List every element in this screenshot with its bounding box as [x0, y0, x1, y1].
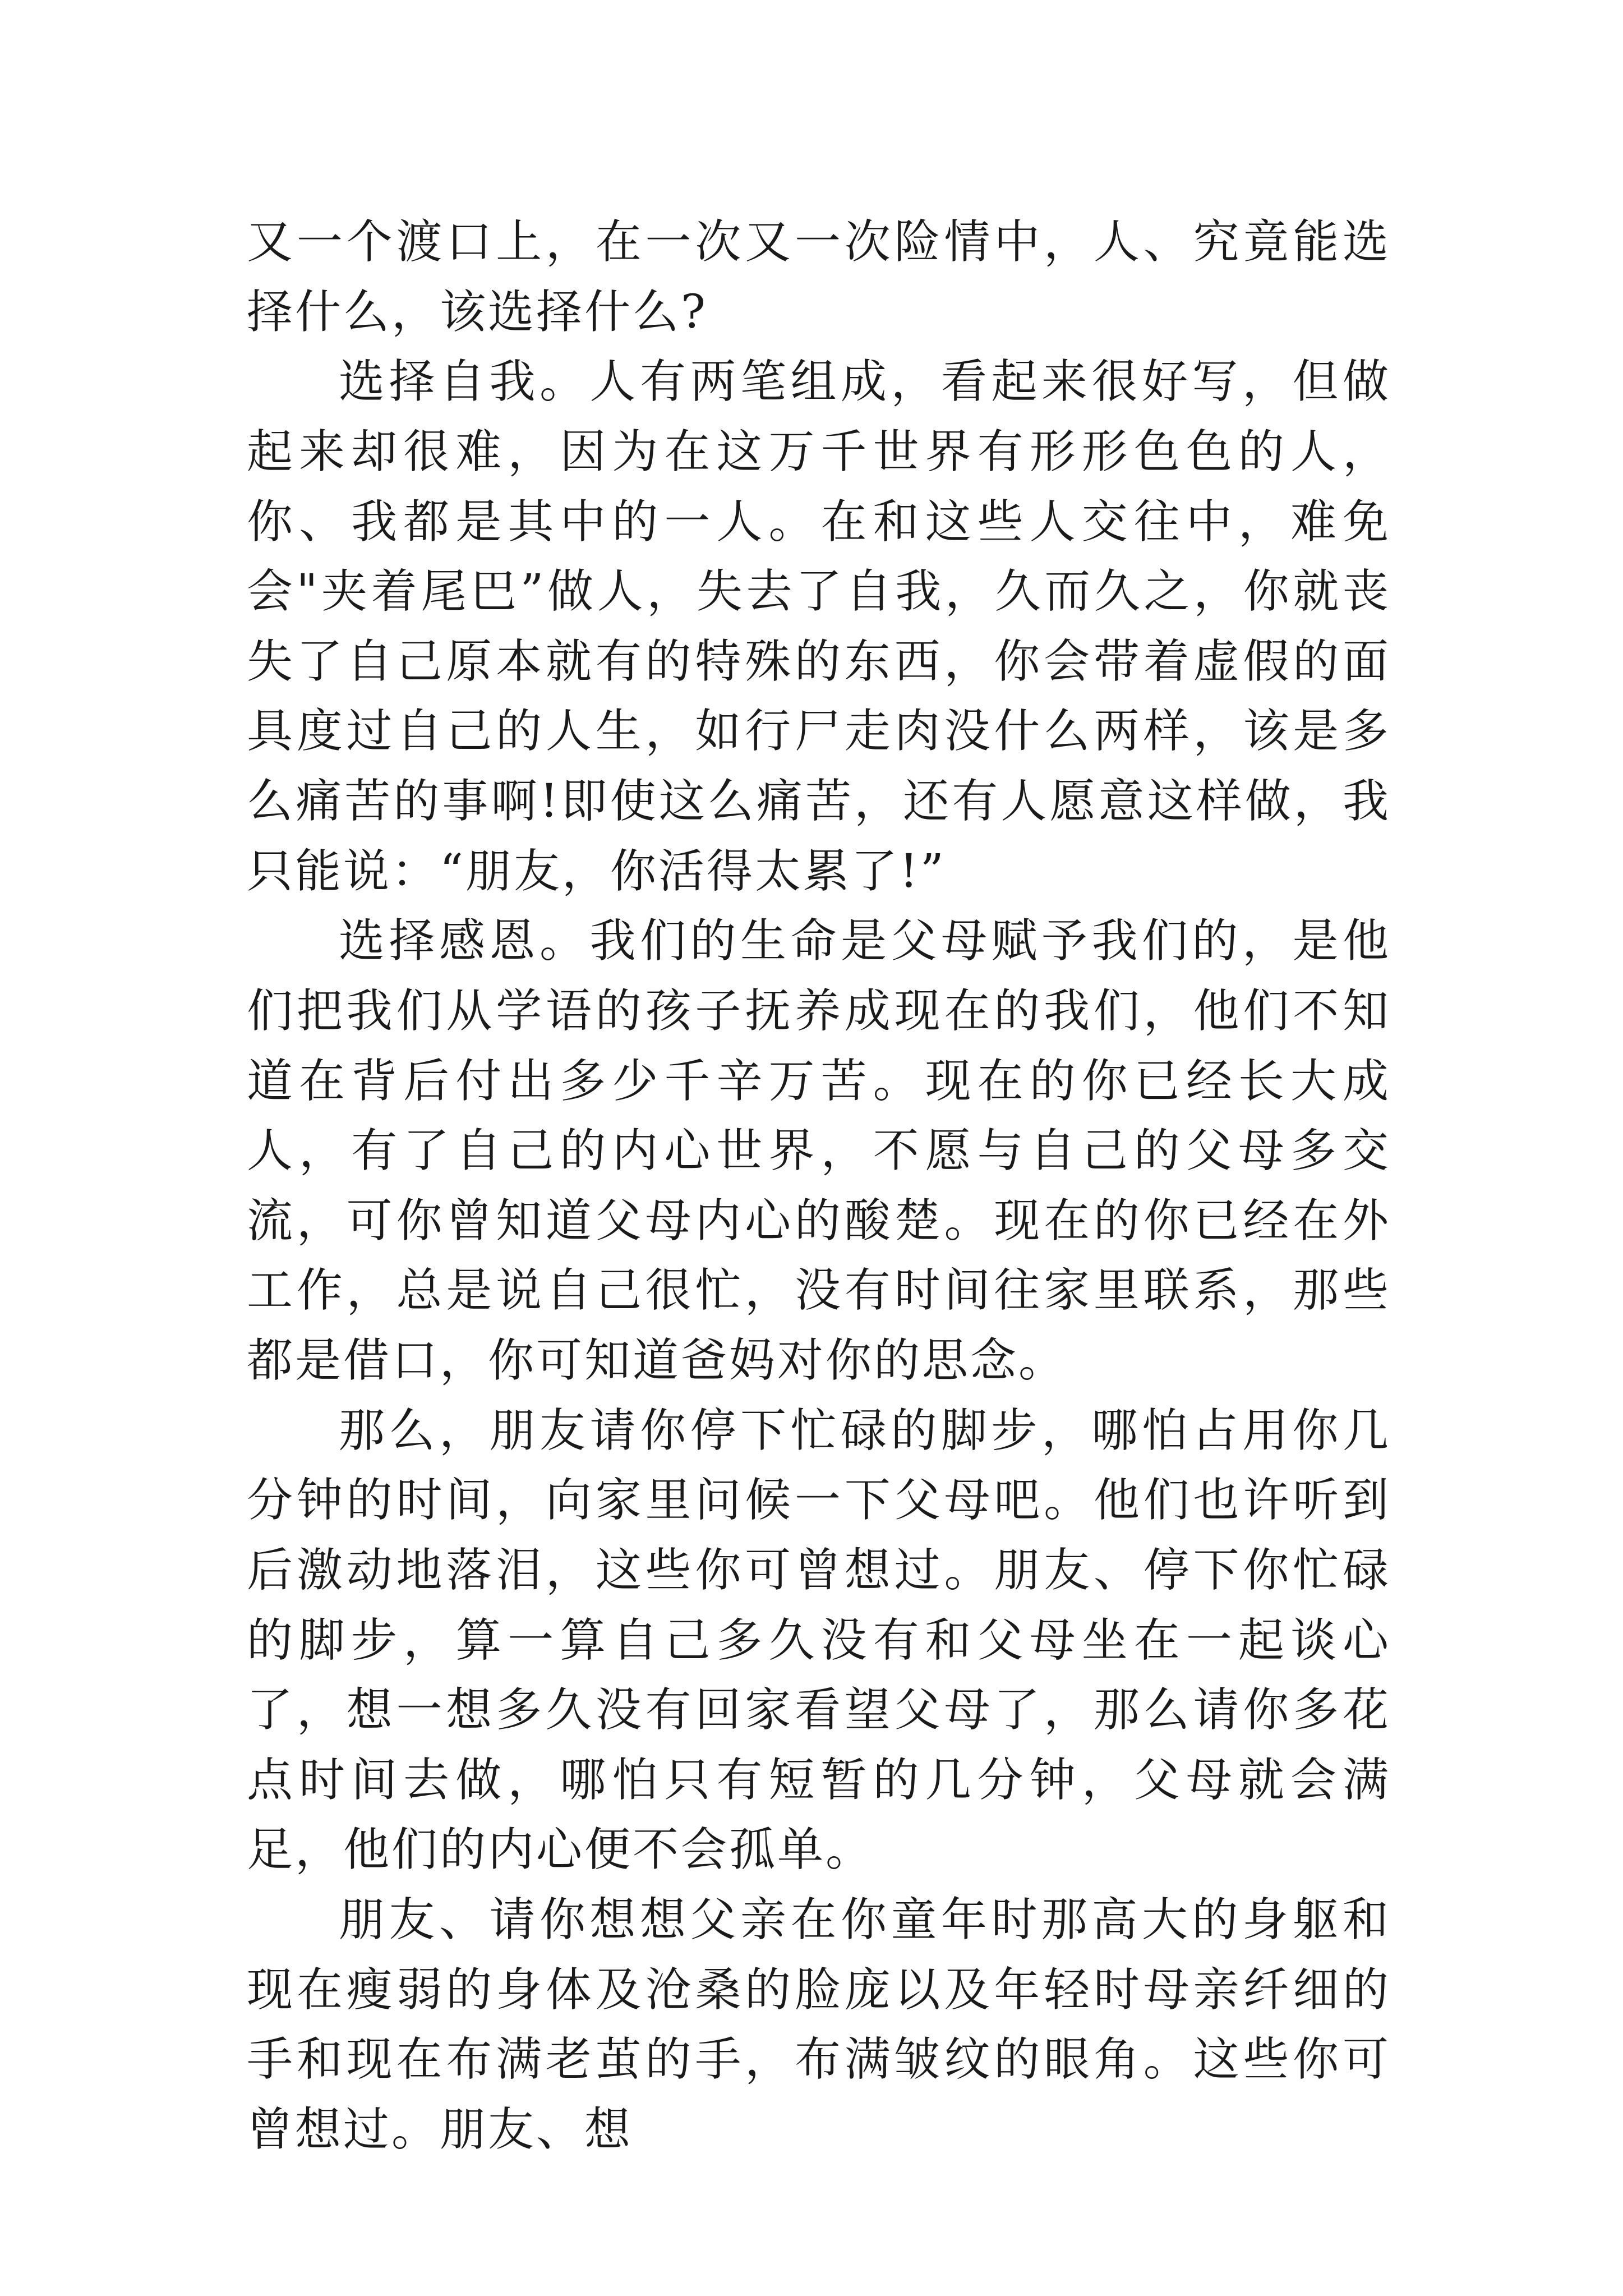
paragraph-continuation: 又一个渡口上，在一次又一次险情中，人、究竟能选择什么，该选择什么? [247, 215, 1391, 339]
paragraph-remember-parents: 朋友、请你想想父亲在你童年时那高大的身躯和现在瘦弱的身体及沧桑的脸庞以及年轻时母亲纤细的手和现在布满老茧的手，布满皱纹的眼角。这些你可曾想过。朋友、想 [247, 1893, 1391, 2156]
paragraph-choose-gratitude: 选择感恩。我们的生命是父母赋予我们的，是他们把我们从学语的孩子抚养成现在的我们，他们不知道在背后付出多少千辛万苦。现在的你已经长大成人，有了自己的内心世界，不愿与自己的父母多交流，可你曾知道父母内心的酸楚。现在的你已经在外工作，总是说自己很忙，没有时间往家里联系，那些都是借口，你可知道爸妈对你的思念。 [247, 914, 1391, 1387]
document-body [247, 208, 1391, 2165]
paragraph-call-parents: 那么，朋友请你停下忙碌的脚步，哪怕占用你几分钟的时间，向家里问候一下父母吧。他们也许听到后激动地落泪，这些你可曾想过。朋友、停下你忙碌的脚步，算一算自己多久没有和父母坐在一起谈心了，想一想多久没有回家看望父母了，那么请你多花点时间去做，哪怕只有短暂的几分钟，父母就会满足，他们的内心便不会孤单。 [247, 1404, 1391, 1877]
paragraph-choose-self: 选择自我。人有两笔组成，看起来很好写，但做起来却很难，因为在这万千世界有形形色色的人，你、我都是其中的一人。在和这些人交往中，难免会"夹着尾巴”做人，失去了自我，久而久之，你就丧失了自己原本就有的特殊的东西，你会带着虚假的面具度过自己的人生，如行尸走肉没什么两样，该是多么痛苦的事啊!即使这么痛苦，还有人愿意这样做，我只能说：“朋友，你活得太累了!” [247, 355, 1391, 898]
